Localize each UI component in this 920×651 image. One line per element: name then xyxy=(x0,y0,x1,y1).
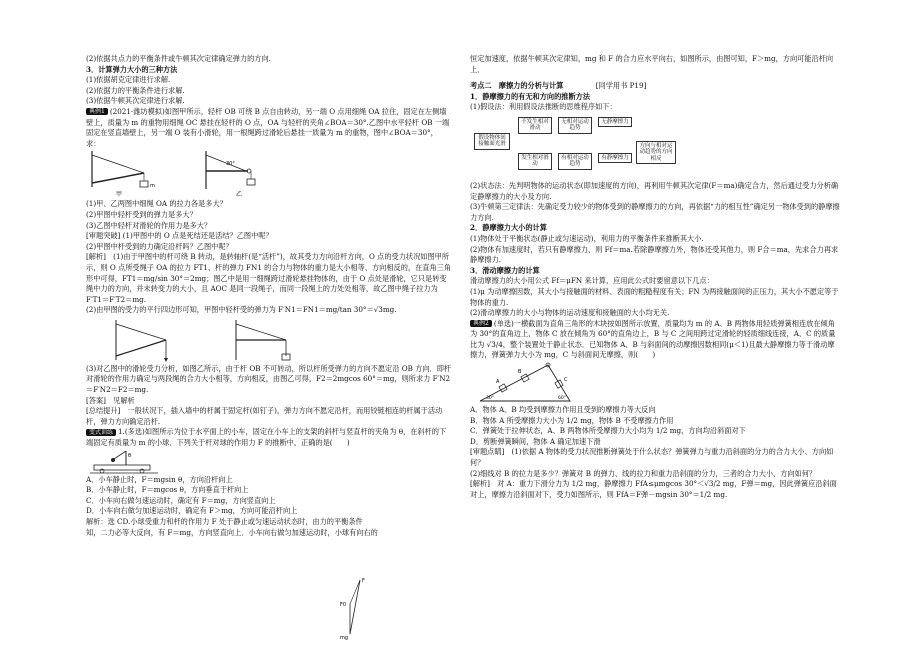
r-option-c: C．弹簧处于拉伸状态，A、B 两物体所受摩擦力大小均为 1/2 mg，方向均沿斜面对下 xyxy=(470,426,746,436)
flowchart xyxy=(474,115,674,179)
text-line: (3)依据牛顿其次定律进行求解. xyxy=(86,96,185,106)
label-60: 60° xyxy=(558,396,566,402)
r-option-a: A．物体 A、B 均受到摩擦力作用且受到的摩擦力等大反向 xyxy=(470,405,656,415)
cart-figure xyxy=(86,449,452,475)
label-yi: 乙 xyxy=(236,191,243,199)
key-point-2: (2)细线对 B 的拉力是多少？弹簧对 B 的弹力、线的拉力和重力沿斜面的分力，三者的合力大小、方向如何？ xyxy=(470,468,817,478)
label-theta: θ xyxy=(128,452,132,459)
cart-svg xyxy=(86,449,166,475)
flow-a2: 无相对运动趋势 xyxy=(558,117,592,134)
ex2-analysis-2: 知，二力必等大反向，有 F＝mg，方向竖直向上．小车向右做匀加速运动时，小球有向右的 xyxy=(86,527,378,537)
label-f: F xyxy=(362,578,365,584)
key-point-1: [审题点睛] (1)依据 A 物体的受力状况推断弹簧处于什么状态？弹簧弹力与重力沿斜面的分力的合力大小、方向如何？ xyxy=(470,447,834,468)
ex2-analysis-1: 解析：选 CD.小球受重力和杆的作用力 F 处于静止或匀速运动状态时，由力的平衡条件 xyxy=(86,517,363,526)
section-title-row xyxy=(470,81,840,92)
variant-tag: 变式训练 xyxy=(86,429,116,436)
vector-svg xyxy=(336,572,376,640)
section-ref: [同学用书 P19] xyxy=(595,81,647,91)
figure-jia-yi-svg xyxy=(86,149,306,199)
analysis-2: (2)由甲图的受力的平行四边形可知，甲图中轻杆受的弹力为 F′N1＝FN1＝mg/tan 30°＝√3mg. xyxy=(86,305,397,315)
wedge-figure xyxy=(470,361,840,405)
label-jia: 甲 xyxy=(116,191,123,199)
label-m: m xyxy=(150,183,155,190)
continued-text: 恒定加速度，依据牛顿其次定律知，mg 和 F 的合力应水平向右，如图所示，由图可知，F＞mg，方向可能沿杆向上． xyxy=(470,54,834,74)
example-1-text xyxy=(86,107,452,149)
label-f0: F0 xyxy=(340,602,347,608)
analysis-1: [解析] (1)由于甲图中的杆可绕 B 转动，是转轴杆(是“活杆”)，故其受力方向沿杆方向，O 点的受力状况如图甲所示，则 O 点所受绳子 OA 的拉力 FT1、杆的弹力 FN1 的合力与物体的重力是大小相等、方向相反的，在直角三角形中可得，FT1＝mg/sin 30°＝2mg；图乙中是用一细绳跨过滑轮悬挂物体的，由于 O 点处是滑轮，它只是转变绳中力的方向，并未转变力的大小，且 AOC 是同一段绳子，而同一段绳上的力处处相等，故乙图中绳子拉力为 F′T1＝F′T2＝mg. xyxy=(86,252,452,304)
question-1: (1)甲、乙两图中细绳 OA 的拉力各是多大？ xyxy=(86,199,227,209)
flow-start: 假设物体间接触面光滑 xyxy=(474,133,510,150)
option-b: B．小车静止时，F＝mgcos θ，方向垂直于杆向上 xyxy=(86,485,249,495)
heading-3-0: 滑动摩擦力的大小用公式 Ff＝μFN 来计算，应用此公式时要留意以下几点： xyxy=(470,276,714,286)
text-line: (1)依据胡克定律进行求解. xyxy=(86,75,171,85)
heading-1-state: (2)状态法：先判明物体的运动状态(即加速度的方向)，再利用牛顿其次定律(F＝ma)确定合力，然后通过受力分析确定静摩擦力的大小及方向. xyxy=(470,180,839,201)
heading-3: 3．滑动摩擦力的计算 xyxy=(470,265,540,275)
label-c: C xyxy=(564,377,568,384)
heading-2-2: (2)物体有加速度时，若只有静摩擦力，则 Ff＝ma.若除静摩擦力外，物体还受其他力，则 F合＝ma，先求合力再求静摩擦力. xyxy=(470,244,839,265)
heading-2-1: (1)物体处于平衡状态(静止或匀速运动)，利用力的平衡条件来推断其大小. xyxy=(470,233,704,243)
left-column xyxy=(86,54,452,640)
flow-a1: 不发生相对滑动 xyxy=(518,117,552,134)
r-option-b: B．物体 A 所受摩擦力大小为 1/2 mg，物体 B 不受摩擦力作用 xyxy=(470,415,674,425)
example-tag: 典例1 xyxy=(86,108,108,115)
answer: [答案] 见解析 xyxy=(86,395,135,405)
flow-c: 方向与相对运动趋势的方向相反 xyxy=(636,141,676,165)
text-line: (2)依据力的平衡条件进行求解. xyxy=(86,85,185,95)
summary: [总结提升] 一般状况下，插入墙中的杆属于固定杆(如钉子)，弹力方向不愿定沿杆，而用铰链相连的杆属于活动杆，弹力方向确定沿杆. xyxy=(86,406,443,426)
example-3-body: (单选)一横截面为直角三角形的木块按如图所示放置，质量均为 m 的 A、B 两物体用轻质弹簧相连放在倾角为 30°的直角边上，物体 C 放在倾角为 60°的直角边上，B 与 C 之间用跨过定滑轮的轻质细线连接，A、C 的质量比为 √3/4，整个装置处于静止状态．已知物体 A、B 与斜面间的动摩擦因数相同(μ＜1)且最大静摩擦力等于滑动摩擦力，弹簧弹力大小为 mg，C 与斜面间无摩擦，则( ) xyxy=(470,318,836,360)
example-tag-2: 典例2 xyxy=(470,320,492,327)
option-a: A．小车静止时，F＝mgsin θ，方向沿杆向上 xyxy=(86,474,233,484)
analysis-3: (3)对乙图中的滑轮受力分析，如图乙所示，由于杆 OB 不可转动，所以杆所受弹力的方向不愿定沿 OB 方向．即杆对滑轮的作用力确定与两段绳的合力大小相等，方向相反，由图乙可得，F2＝2mgcos 60°＝mg，则所求力 F′N2＝F′N2＝F2＝mg. xyxy=(86,363,452,395)
flow-a3: 无静摩擦力 xyxy=(598,117,632,128)
label-30: 30° xyxy=(486,396,494,402)
section-title: 考点二 摩擦力的分析与计算 xyxy=(470,81,564,91)
question-2: (2)甲图中轻杆受到的弹力是多大？ xyxy=(86,209,197,219)
figure-jia-yi xyxy=(86,149,452,199)
section-heading: 3．计算弹力大小的三种方法 xyxy=(86,64,178,74)
heading-2: 2．静摩擦力大小的计算 xyxy=(470,223,547,233)
example-2-body: 1.(多选)如图所示为位于水平面上的小车，固定在小车上的支架的斜杆与竖直杆的夹角为 θ，在斜杆的下端固定有质量为 m 的小球．下列关于杆对球的作用力 F 的推断中，正确的是( ) xyxy=(86,427,447,448)
force-diagrams xyxy=(86,316,452,364)
example-2-text xyxy=(86,427,452,448)
label-mg: mg xyxy=(340,635,349,640)
breakthrough-2: (2)甲图中杆受到的力确定沿杆吗？乙图中呢？ xyxy=(86,241,233,251)
label-b: B xyxy=(518,369,522,376)
force-diagrams-svg xyxy=(86,316,346,364)
option-d: D．小车向右做匀加速运动时，确定有 F＞mg，方向可能沿杆向上 xyxy=(86,506,298,516)
flow-b1: 发生相对滑动 xyxy=(518,153,552,170)
flow-b3: 有静摩擦力 xyxy=(598,153,632,164)
heading-3-1: (1)μ 为动摩擦因数，其大小与接触面的材料、表面的粗糙程度有关；FN 为两接触面间的正压力，其大小不愿定等于物体的重力. xyxy=(470,286,839,307)
breakthrough-1: [审题突破] (1)甲图中的 O 点是死结还是活结？乙图中呢？ xyxy=(86,231,273,241)
example-3-text xyxy=(470,319,840,361)
vector-figure xyxy=(336,572,376,644)
label-a: A xyxy=(496,379,500,386)
right-column xyxy=(470,54,840,500)
heading-1-newton: (3)牛顿第三定律法：先确定受力较少的物体受到的静摩擦力的方向，再依据“力的相互性”确定另一物体受到的静摩擦力方向. xyxy=(470,202,840,222)
r-option-d: D．剪断弹簧瞬间，物体 A 确定加速下滑 xyxy=(470,436,601,446)
answer-analysis: [解析] 对 A：重力下滑分力为 1/2 mg，静摩擦力 FfA≤μmgcos 30°＜√3/2 mg，F弹＝mg，因此弹簧应沿斜面对上，摩擦力沿斜面对下，受力如图所示，则 FfA＝F弹－mgsin 30°＝1/2 mg. xyxy=(470,479,837,499)
question-3: (3)乙图中轻杆对滑轮的作用力是多大？ xyxy=(86,220,212,230)
heading-1-sub: (1)假设法：利用假设法推断的思维程序如下： xyxy=(470,102,617,112)
text-line: (2)依据共点力的平衡条件或牛顿其次定律确定弹力的方向. xyxy=(86,54,271,63)
heading-1: 1．静摩擦力的有无和方向的推断方法 xyxy=(470,91,591,101)
flow-b2: 有相对运动趋势 xyxy=(558,153,592,170)
example-1-body: (2021·潍坊模拟)如图甲所示，轻杆 OB 可绕 B 点自由转动，另一端 O 点用细绳 OA 拉住，固定在左侧墙壁上，质量为 m 的重物用细绳 OC 悬挂在轻杆的 O 点，OA 与轻杆的夹角∠BOA＝30°.乙图中水平轻杆 OB 一端固定在竖直墙壁上，另一端 O 装有小滑轮，用一根绳跨过滑轮后悬挂一质量为 m 的重物，图中∠BOA＝30°，求： xyxy=(86,106,450,148)
option-c: C．小车向右做匀速运动时，确定有 F＝mg，方向竖直向上 xyxy=(86,495,276,505)
wedge-svg xyxy=(470,361,590,405)
heading-3-2: (2)滑动摩擦力的大小与物体的运动速度和接触面的大小均无关. xyxy=(470,308,670,318)
label-30deg: 30° xyxy=(226,161,235,168)
